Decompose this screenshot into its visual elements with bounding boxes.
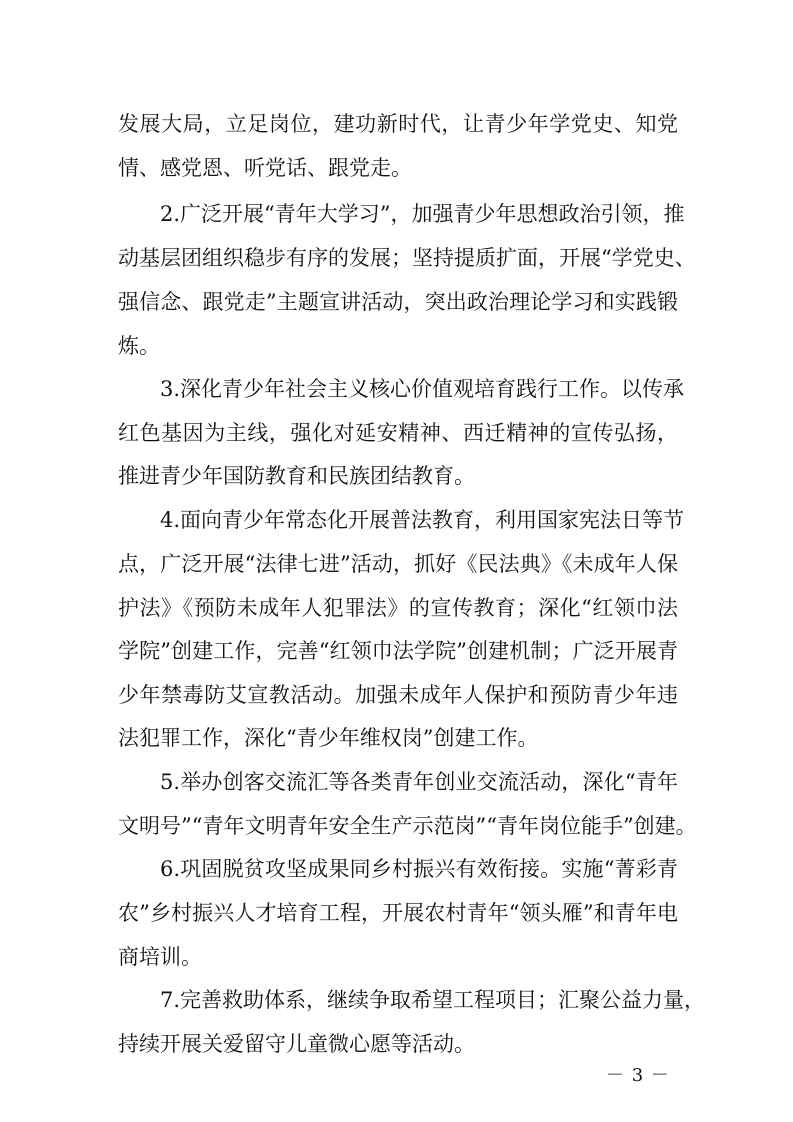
paragraph-item-6-line-1: 6.巩固脱贫攻坚成果同乡村振兴有效衔接。实施“菁彩青 bbox=[160, 857, 678, 881]
paragraph-item-4-line-5: 少年禁毒防艾宣教活动。加强未成年人保护和预防青少年违 bbox=[118, 683, 678, 707]
paragraph-item-4-line-3: 护法》《预防未成年人犯罪法》的宣传教育；深化“红领巾法 bbox=[118, 596, 678, 620]
paragraph-item-4-line-2: 点，广泛开展“法律七进”活动，抓好《民法典》《未成年人保 bbox=[118, 552, 678, 576]
paragraph-item-2-line-1: 2.广泛开展“青年大学习”，加强青少年思想政治引领，推 bbox=[160, 202, 685, 226]
page-number: － 3 － bbox=[606, 1065, 670, 1086]
paragraph-item-7-line-1: 7.完善救助体系，继续争取希望工程项目；汇聚公益力量， bbox=[160, 988, 706, 1012]
paragraph-item-4-line-4: 学院”创建工作，完善“红领巾法学院”创建机制；广泛开展青 bbox=[118, 639, 678, 663]
paragraph-item-3-line-1: 3.深化青少年社会主义核心价值观培育践行工作。以传承 bbox=[160, 377, 685, 401]
paragraph-item-2-line-4: 炼。 bbox=[118, 334, 160, 358]
paragraph-intro-line-2: 情、感党恩、听党话、跟党走。 bbox=[118, 156, 412, 180]
paragraph-item-3-line-2: 红色基因为主线，强化对延安精神、西迁精神的宣传弘扬， bbox=[118, 421, 678, 445]
paragraph-item-7-line-2: 持续开展关爱留守儿童微心愿等活动。 bbox=[118, 1032, 475, 1056]
paragraph-item-5-line-2: 文明号”“青年文明青年安全生产示范岗”“青年岗位能手”创建。 bbox=[118, 814, 697, 838]
paragraph-item-5-line-1: 5.举办创客交流汇等各类青年创业交流活动，深化“青年 bbox=[160, 770, 678, 794]
paragraph-item-2-line-3: 强信念、跟党走”主题宣讲活动，突出政治理论学习和实践锻 bbox=[118, 290, 678, 314]
paragraph-item-6-line-3: 商培训。 bbox=[118, 945, 202, 969]
paragraph-item-6-line-2: 农”乡村振兴人才培育工程，开展农村青年“领头雁”和青年电 bbox=[118, 901, 678, 925]
paragraph-item-3-line-3: 推进青少年国防教育和民族团结教育。 bbox=[118, 464, 475, 488]
paragraph-intro-line-1: 发展大局，立足岗位，建功新时代，让青少年学党史、知党 bbox=[118, 112, 678, 136]
paragraph-item-4-line-6: 法犯罪工作，深化“青少年维权岗”创建工作。 bbox=[118, 726, 539, 750]
paragraph-item-2-line-2: 动基层团组织稳步有序的发展；坚持提质扩面，开展“学党史、 bbox=[118, 246, 696, 270]
paragraph-item-4-line-1: 4.面向青少年常态化开展普法教育，利用国家宪法日等节 bbox=[160, 508, 685, 532]
